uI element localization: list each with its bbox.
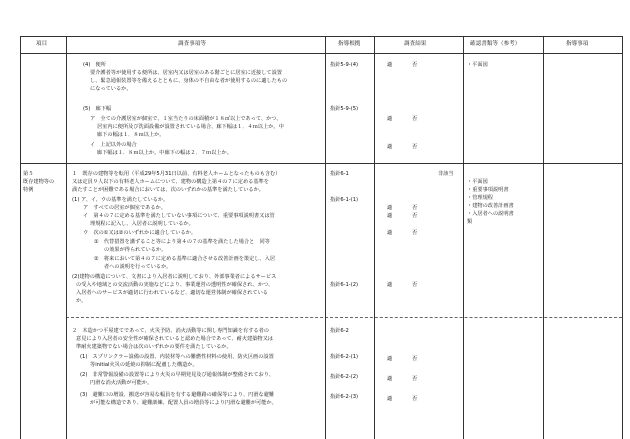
s2-reference-doc: 類 (467, 219, 473, 225)
s2-text-line: か。 (76, 298, 87, 304)
s2-text-line: の受入や地域との交流活動の実施などにより、事業運営の透明性が確保され、かつ、 (76, 282, 274, 288)
result-ng-mark: 否 (412, 144, 418, 150)
s2-reference-doc: ・平面図 (467, 179, 488, 185)
s2-reference-doc: ・入居者への説明書 (467, 211, 514, 217)
s2-text-line: の効果が得られているか。 (104, 247, 167, 253)
result-ng-mark: 否 (412, 282, 418, 288)
s2-text-line: ア すべての居室が個室であるか。 (83, 205, 166, 211)
s3-text-line: が可能な構造であり、避難訓練、配置人員の増員等により円滑な避難が可能か。 (90, 400, 277, 406)
result-ng-mark: 否 (412, 396, 418, 402)
s1-text-line: 居室内に便所及び洗面設備が設置されている場合、廊下幅は１．４ｍ以上か。中 (97, 124, 284, 130)
s1-text-line: 廊下の幅は１．８ｍ以上か。 (97, 132, 165, 138)
s2-basis: 指針6-1 (330, 171, 349, 177)
s3-text-line: (1) スプリンクラー設備の設置、内装材等への難燃性材料の使用、防火区画の設置 (80, 354, 274, 360)
header-reference-docs: 確認書類等（参考） (470, 41, 521, 47)
s2-item-number: 第５ (23, 171, 34, 177)
s2-reference-doc: ・建物の改善計画書 (467, 203, 514, 209)
s3-text-line: 円滑な消火活動が可能か。 (90, 380, 153, 386)
result-ng-mark: 否 (412, 205, 418, 211)
result-ok-mark: 適 (387, 213, 393, 219)
result-ok-mark: 適 (387, 230, 393, 236)
s3-text-line: 準耐火建築物でない場合は次のいずれかの要件を満たしているか。 (76, 344, 232, 350)
s2-text-line: (1) ア、イ、ウの基準を満たしているか。 (72, 197, 169, 203)
s2-item-title: 既存建物等の (23, 179, 55, 185)
s3-basis: 指針6-2 (330, 328, 349, 334)
s1-basis-toilet: 指針5-9-(4) (330, 62, 359, 68)
s2-text-line: 満たすことが困難である場合においては、次のいずれかの基準を満たしているか。 (72, 187, 264, 193)
s3-text-line: 等initial火災の延焼の抑制に配慮した構造か。 (90, 362, 198, 368)
s1-heading-corridor: (5) 廊下幅 (83, 106, 112, 112)
col-border-left (20, 36, 21, 439)
s2-text-line: 又は定員９人以下の有料老人ホームについて、建物の構造上第４の７に定める基準を (72, 179, 269, 185)
s3-basis: 指針6-2-(1) (330, 354, 359, 360)
result-ok-mark: 適 (387, 205, 393, 211)
result-ng-mark: 否 (412, 62, 418, 68)
s3-basis: 指針6-2-(2) (330, 374, 359, 380)
s2-reference-doc: ・重要事項説明書 (467, 187, 509, 193)
result-ok-mark: 適 (387, 356, 393, 362)
s2-item-title: 特例 (23, 187, 34, 193)
header-guidance-notes: 指導事項 (566, 41, 589, 47)
col-border-2 (325, 36, 326, 439)
s1-text-line: 要介護者等が使用する便所は、居室内又は居室のある階ごとに居室に近接して設置 (90, 70, 282, 76)
result-ok-mark: 適 (387, 144, 393, 150)
s2-text-line: (2)建物の構造について、文書により入居者に説明しており、外部事業者によるサービス (72, 274, 277, 280)
section-divider-2 (66, 317, 622, 318)
col-border-right (622, 36, 623, 439)
s1-text-line: ア 全ての介護居室が個室で、１室当たりの床面積が１８㎡以上であって、かつ、 (90, 116, 282, 122)
col-border-4 (463, 36, 464, 439)
section-divider-1 (20, 163, 622, 164)
s2-text-line: １ 既存の建物等を転用（平成29年5月31日以前、有料老人ホームとなったものも含む） (72, 171, 281, 177)
s2-text-line: ② 将来において第４の７に定める基準に適合させる改善計画を策定し、入居 (94, 256, 276, 262)
result-ng-mark: 否 (412, 116, 418, 122)
s2-text-line: 者への説明を行っているか。 (104, 264, 172, 270)
result-ng-mark: 否 (412, 376, 418, 382)
result-ng-mark: 否 (412, 230, 418, 236)
s1-reference-doc: ・平面図 (467, 62, 488, 68)
s2-text-line: ウ 次の①又は②のいずれかに適合しているか。 (83, 230, 197, 236)
s1-text-line: し、緊急通報装置等を備えるとともに、身体の不自由な者が使用するのに適したもの (90, 78, 288, 84)
s3-text-line: ２ 木造かつ平屋建てであって、火災予防、消火活動等に関し専門知識を有する者の (72, 328, 269, 334)
s3-text-line: 意見により入居者の安全性が確保されていると認めた場合であって、耐火建築物又は (76, 336, 273, 342)
result-ng-mark: 否 (412, 356, 418, 362)
s2-basis: 指針6-1-(1) (330, 197, 359, 203)
s3-text-line: (2) 非常警報設備の設置等により火災の早期発見及び通報体制が整備されており、 (80, 372, 275, 378)
col-border-3 (374, 36, 375, 439)
s1-text-line: 廊下幅は１．８ｍ以上か。中廊下の幅は２．７ｍ以上か。 (97, 150, 232, 156)
result-ok-mark: 適 (387, 62, 393, 68)
result-ok-mark: 適 (387, 282, 393, 288)
header-item: 項目 (36, 41, 48, 47)
result-ng-mark: 否 (412, 213, 418, 219)
s2-basis: 指針6-1-(2) (330, 282, 359, 288)
s1-text-line: イ 上記以外の場合 (90, 142, 137, 148)
s2-reference-doc: ・管理規程 (467, 195, 493, 201)
result-ok-mark: 適 (387, 116, 393, 122)
s2-text-line: 理規程に記入し、入居者に説明しているか。 (90, 221, 194, 227)
s2-text-line: 入居者へのサービスが適切に行われているなど、適切な運営体制が確保されている (76, 290, 268, 296)
table-top-border (20, 36, 622, 37)
col-border-1 (66, 36, 67, 439)
header-bottom-border (20, 53, 622, 54)
header-survey-result: 調査結果 (404, 41, 427, 47)
s2-text-line: イ 第４の７に定める基準を満たしていない事項について、重要事項説明書又は管 (83, 213, 275, 219)
s3-basis: 指針6-2-(3) (330, 394, 359, 400)
s1-heading-toilet: (4) 便所 (83, 62, 106, 68)
header-survey-items: 調査事項等 (178, 41, 206, 47)
s3-text-line: (3) 避難口の増設、搬送が容易な幅員を有する避難路の確保等により、円滑な避難 (80, 392, 275, 398)
result-ok-mark: 適 (387, 396, 393, 402)
result-ok-mark: 適 (387, 376, 393, 382)
header-guidance-basis: 指導根拠 (338, 41, 361, 47)
s1-text-line: になっているか。 (90, 86, 132, 92)
s2-text-line: ① 代替措置を講ずること等により第４の７の基準を満たした場合と 同等 (94, 239, 270, 245)
s1-basis-corridor: 指針5-9-(5) (330, 106, 359, 112)
col-border-5 (543, 36, 544, 439)
result-not-applicable: 非該当 (438, 171, 454, 177)
